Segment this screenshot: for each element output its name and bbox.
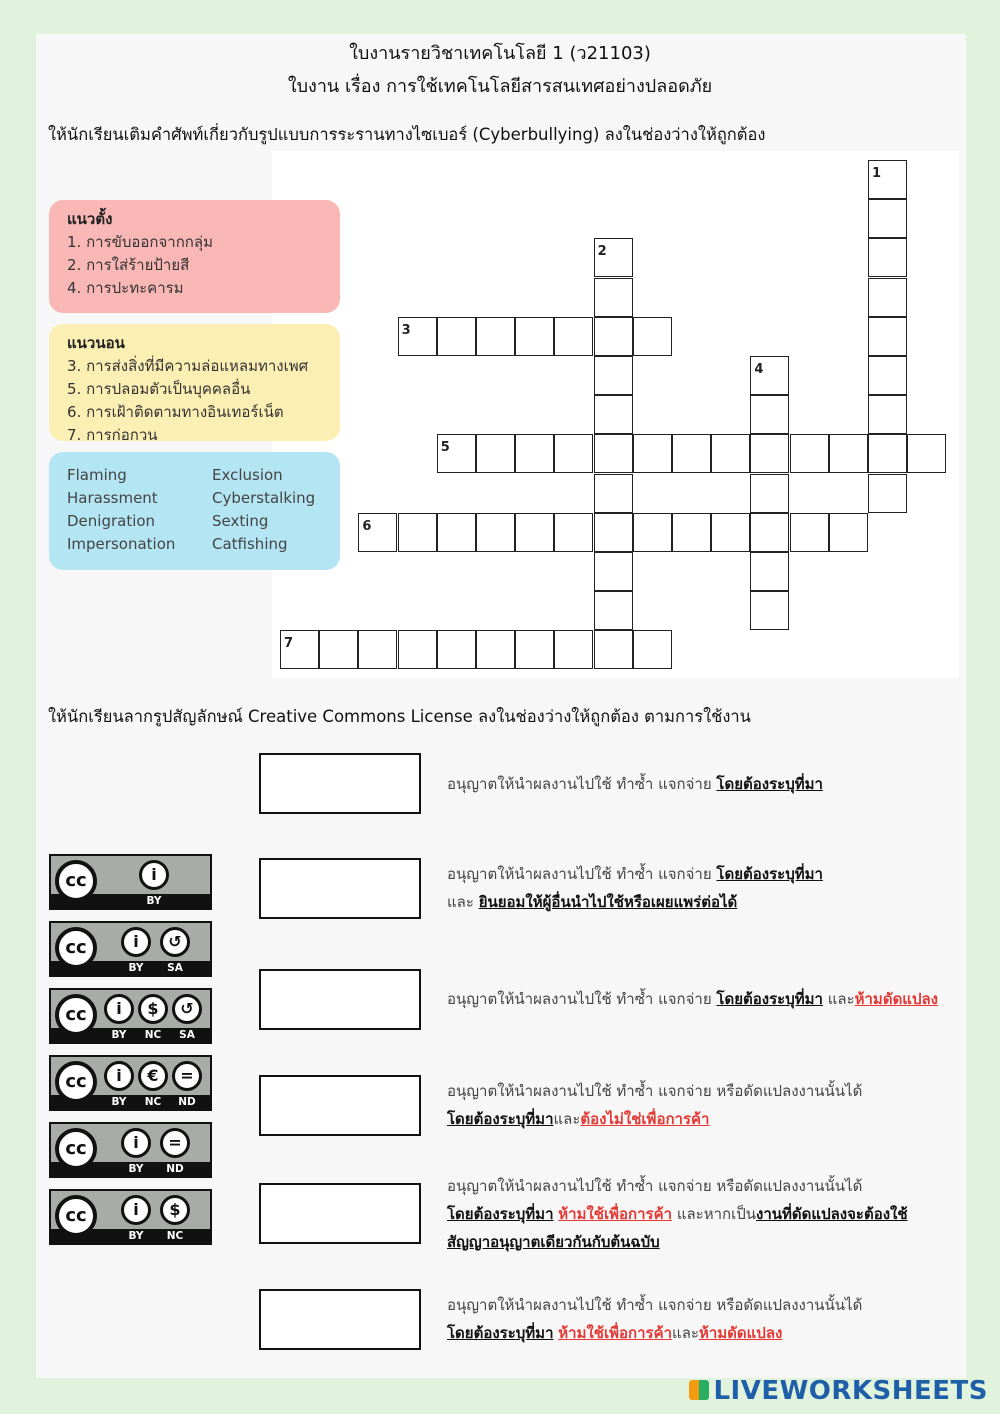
crossword-cell[interactable]	[633, 434, 672, 473]
desc-text: อนุญาตให้นำผลงานไปใช้ ทำซ้ำ แจกจ่าย หรือดัดแปลงงานนั้นได้	[447, 1177, 863, 1195]
crossword-cell[interactable]	[476, 630, 515, 669]
cc-logo-icon: cc	[55, 1128, 97, 1170]
word-bank-item: Impersonation	[67, 535, 176, 553]
crossword-cell[interactable]	[437, 513, 476, 552]
cc-by-badge[interactable]	[49, 854, 212, 910]
page-subtitle: ใบงาน เรื่อง การใช้เทคโนโลยีสารสนเทศอย่างปลอดภัย	[287, 76, 713, 97]
crossword-cell[interactable]	[594, 434, 633, 473]
vertical-clues	[49, 200, 340, 313]
clue-number-2: 2	[597, 244, 607, 260]
horizontal-clues	[49, 324, 340, 444]
desc-attribution: โดยต้องระบุที่มา	[447, 1324, 554, 1342]
crossword-cell[interactable]	[868, 395, 907, 434]
badge-label: BY	[128, 1163, 144, 1175]
desc-and: และ	[672, 1324, 699, 1342]
crossword-cell[interactable]	[829, 434, 868, 473]
attribution-icon: i	[121, 927, 151, 957]
horizontal-heading: แนวนอน	[67, 334, 125, 352]
crossword-cell[interactable]	[515, 513, 554, 552]
crossword-cell[interactable]	[594, 513, 633, 552]
word-bank-item: Exclusion	[212, 466, 283, 484]
desc-and: และ	[553, 1110, 581, 1128]
desc-and: และ	[447, 893, 474, 911]
crossword-cell[interactable]	[594, 552, 633, 591]
desc-share-alike: ยินยอมให้ผู้อื่นนำไปใช้หรือเผยแพร่ต่อได้	[478, 893, 738, 911]
word-bank-item: Harassment	[67, 489, 158, 507]
crossword-cell[interactable]	[672, 434, 711, 473]
crossword-instruction: ให้นักเรียนเติมคำศัพท์เกี่ยวกับรูปแบบการระรานทางไซเบอร์ (Cyberbullying) ลงในช่องว่างให้ถูกต้อง	[48, 125, 766, 144]
crossword-cell[interactable]	[594, 630, 633, 669]
crossword-cell[interactable]	[594, 591, 633, 630]
badge-label: NC	[166, 1230, 184, 1242]
desc-text: อนุญาตให้นำผลงานไปใช้ ทำซ้ำ แจกจ่าย หรือดัดแปลงงานนั้นได้	[447, 1296, 863, 1314]
crossword-cell[interactable]	[868, 278, 907, 317]
license-drop-box-3[interactable]	[259, 969, 421, 1030]
word-bank-item: Flaming	[67, 466, 127, 484]
desc-and: และ	[827, 990, 855, 1008]
page-title: ใบงานรายวิชาเทคโนโลยี 1 (ว21103)	[349, 43, 651, 64]
crossword-cell[interactable]	[868, 238, 907, 277]
desc-if-derived: และหากเป็น	[676, 1205, 757, 1223]
crossword-cell[interactable]	[868, 199, 907, 238]
badge-label: NC	[144, 1096, 162, 1108]
license-description-1	[447, 770, 823, 798]
crossword-cell[interactable]	[554, 434, 593, 473]
brand-name: LIVEWORKSHEETS	[713, 1376, 988, 1406]
crossword-cell[interactable]	[750, 395, 789, 434]
badge-label: BY	[111, 1096, 127, 1108]
vertical-clue: 2. การใส่ร้ายป้ายสี	[67, 256, 190, 274]
share-alike-icon: ↺	[172, 994, 202, 1024]
attribution-icon: i	[139, 860, 169, 890]
word-bank-item: Catfishing	[212, 535, 288, 553]
cc-by-nd-badge[interactable]	[49, 1122, 212, 1178]
crossword-cell[interactable]	[476, 434, 515, 473]
crossword-cell[interactable]	[594, 317, 633, 356]
clue-number-7: 7	[284, 636, 294, 652]
crossword-cell[interactable]	[594, 278, 633, 317]
crossword-cell[interactable]	[594, 356, 633, 395]
non-commercial-icon: $	[160, 1195, 190, 1225]
desc-attribution: โดยต้องระบุที่มา	[447, 1110, 554, 1128]
clue-number-4: 4	[754, 362, 764, 377]
horizontal-clue: 5. การปลอมตัวเป็นบุคคลอื่น	[67, 380, 251, 398]
clue-number-3: 3	[401, 322, 411, 338]
desc-text: อนุญาตให้นำผลงานไปใช้ ทำซ้ำ แจกจ่าย หรือดัดแปลงงานนั้นได้	[447, 1082, 863, 1100]
crossword-cell[interactable]	[750, 474, 789, 513]
crossword-cell[interactable]	[907, 434, 946, 473]
crossword-cell[interactable]	[437, 317, 476, 356]
desc-derived-must: งานที่ดัดแปลงจะต้องใช้	[756, 1205, 908, 1223]
desc-attribution: โดยต้องระบุที่มา	[716, 865, 823, 883]
desc-attribution: โดยต้องระบุที่มา	[716, 775, 823, 793]
license-description-4	[447, 1077, 862, 1133]
crossword-cell[interactable]	[868, 317, 907, 356]
clue-number-5: 5	[440, 440, 450, 456]
crossword-cell[interactable]	[437, 630, 476, 669]
crossword-cell[interactable]	[515, 317, 554, 356]
crossword-cell[interactable]	[319, 630, 358, 669]
crossword-cell[interactable]	[476, 513, 515, 552]
crossword-cell[interactable]	[554, 630, 593, 669]
crossword-cell[interactable]	[790, 434, 829, 473]
cc-by-sa-badge[interactable]	[49, 921, 212, 977]
attribution-icon: i	[104, 1061, 134, 1091]
license-drop-box-5[interactable]	[259, 1183, 421, 1244]
attribution-icon: i	[104, 994, 134, 1024]
crossword-cell[interactable]	[515, 630, 554, 669]
share-alike-icon: ↺	[160, 927, 190, 957]
non-commercial-icon: $	[138, 994, 168, 1024]
crossword-cell[interactable]	[633, 513, 672, 552]
desc-no-derivs: ห้ามดัดแปลง	[698, 1324, 783, 1342]
desc-no-commercial: ห้ามใช้เพื่อการค้า	[558, 1324, 673, 1342]
desc-text: อนุญาตให้นำผลงานไปใช้ ทำซ้ำ แจกจ่าย	[447, 865, 712, 883]
crossword-cell[interactable]	[398, 513, 437, 552]
license-description-3	[447, 985, 938, 1013]
brand-icon	[689, 1380, 709, 1400]
license-drop-box-4[interactable]	[259, 1075, 421, 1136]
desc-not-commercial: ต้องไม่ใช่เพื่อการค้า	[580, 1110, 710, 1128]
desc-no-derivs: ห้ามดัดแปลง	[854, 990, 939, 1008]
license-description-6	[447, 1291, 862, 1347]
badge-label: BY	[111, 1029, 127, 1041]
crossword-cell[interactable]	[750, 591, 789, 630]
cc-logo-icon: cc	[55, 994, 97, 1036]
horizontal-clue: 3. การส่งสิ่งที่มีความล่อแหลมทางเพศ	[67, 357, 309, 375]
license-drop-box-1[interactable]	[259, 753, 421, 814]
attribution-icon: i	[121, 1128, 151, 1158]
crossword-cell[interactable]	[554, 317, 593, 356]
crossword-cell[interactable]	[868, 474, 907, 513]
attribution-icon: i	[121, 1195, 151, 1225]
cc-logo-icon: cc	[55, 860, 97, 902]
crossword-cell[interactable]	[868, 434, 907, 473]
badge-label: BY	[146, 895, 162, 907]
crossword-cell[interactable]	[672, 513, 711, 552]
non-commercial-icon: €	[138, 1061, 168, 1091]
clue-number-1: 1	[872, 166, 882, 181]
cc-by-nc-badge[interactable]	[49, 1189, 212, 1245]
crossword-cell[interactable]	[711, 434, 750, 473]
badge-label: BY	[128, 962, 144, 974]
badge-label: ND	[178, 1096, 196, 1108]
clue-number-6: 6	[362, 518, 372, 534]
vertical-clue: 4. การปะทะคารม	[67, 279, 184, 297]
crossword-cell[interactable]	[398, 630, 437, 669]
crossword-cell[interactable]	[790, 513, 829, 552]
horizontal-clue: 7. การก่อกวน	[67, 426, 158, 444]
crossword-cell[interactable]	[750, 513, 789, 552]
crossword-cell[interactable]	[358, 630, 397, 669]
desc-text: อนุญาตให้นำผลงานไปใช้ ทำซ้ำ แจกจ่าย	[447, 775, 712, 793]
crossword-board	[272, 151, 959, 678]
cc-logo-icon: cc	[55, 927, 97, 969]
badge-label: NC	[144, 1029, 162, 1041]
crossword-cell[interactable]	[476, 317, 515, 356]
crossword-cell[interactable]	[594, 474, 633, 513]
crossword-cell[interactable]	[515, 434, 554, 473]
crossword-cell[interactable]	[633, 317, 672, 356]
badge-label: SA	[167, 962, 183, 974]
crossword-cell[interactable]	[554, 513, 593, 552]
no-derivatives-icon: =	[172, 1061, 202, 1091]
crossword-cell[interactable]	[633, 630, 672, 669]
horizontal-clue: 6. การเฝ้าติดตามทางอินเทอร์เน็ต	[67, 403, 284, 421]
crossword-cell[interactable]	[750, 434, 789, 473]
license-drop-box-6[interactable]	[259, 1289, 421, 1350]
vertical-heading: แนวตั้ง	[67, 210, 113, 228]
word-bank-item: Sexting	[212, 512, 269, 530]
desc-attribution: โดยต้องระบุที่มา	[716, 990, 823, 1008]
badge-label: ND	[166, 1163, 184, 1175]
crossword-cell[interactable]	[868, 356, 907, 395]
badge-label: SA	[179, 1029, 195, 1041]
word-bank	[49, 452, 340, 570]
desc-attribution: โดยต้องระบุที่มา	[447, 1205, 554, 1223]
cc-by-nc-sa-badge[interactable]	[49, 988, 212, 1044]
vertical-clue: 1. การขับออกจากกลุ่ม	[67, 233, 213, 251]
license-description-5	[447, 1172, 908, 1256]
crossword-cell[interactable]	[829, 513, 868, 552]
desc-no-commercial: ห้ามใช้เพื่อการค้า	[558, 1205, 673, 1223]
crossword-cell[interactable]	[594, 395, 633, 434]
license-description-2	[447, 860, 823, 916]
cc-by-nc-nd-badge[interactable]	[49, 1055, 212, 1111]
desc-same-license: สัญญาอนุญาตเดียวกันกับต้นฉบับ	[447, 1233, 660, 1251]
cc-logo-icon: cc	[55, 1061, 97, 1103]
license-drop-box-2[interactable]	[259, 858, 421, 919]
no-derivatives-icon: =	[160, 1128, 190, 1158]
cc-logo-icon: cc	[55, 1195, 97, 1237]
liveworksheets-logo	[689, 1376, 988, 1406]
word-bank-item: Cyberstalking	[212, 489, 316, 507]
word-bank-item: Denigration	[67, 512, 156, 530]
crossword-cell[interactable]	[711, 513, 750, 552]
badge-label: BY	[128, 1230, 144, 1242]
crossword-cell[interactable]	[750, 552, 789, 591]
desc-text: อนุญาตให้นำผลงานไปใช้ ทำซ้ำ แจกจ่าย	[447, 990, 712, 1008]
license-instruction: ให้นักเรียนลากรูปสัญลักษณ์ Creative Commons License ลงในช่องว่างให้ถูกต้อง ตามการใช้งาน	[48, 707, 751, 726]
